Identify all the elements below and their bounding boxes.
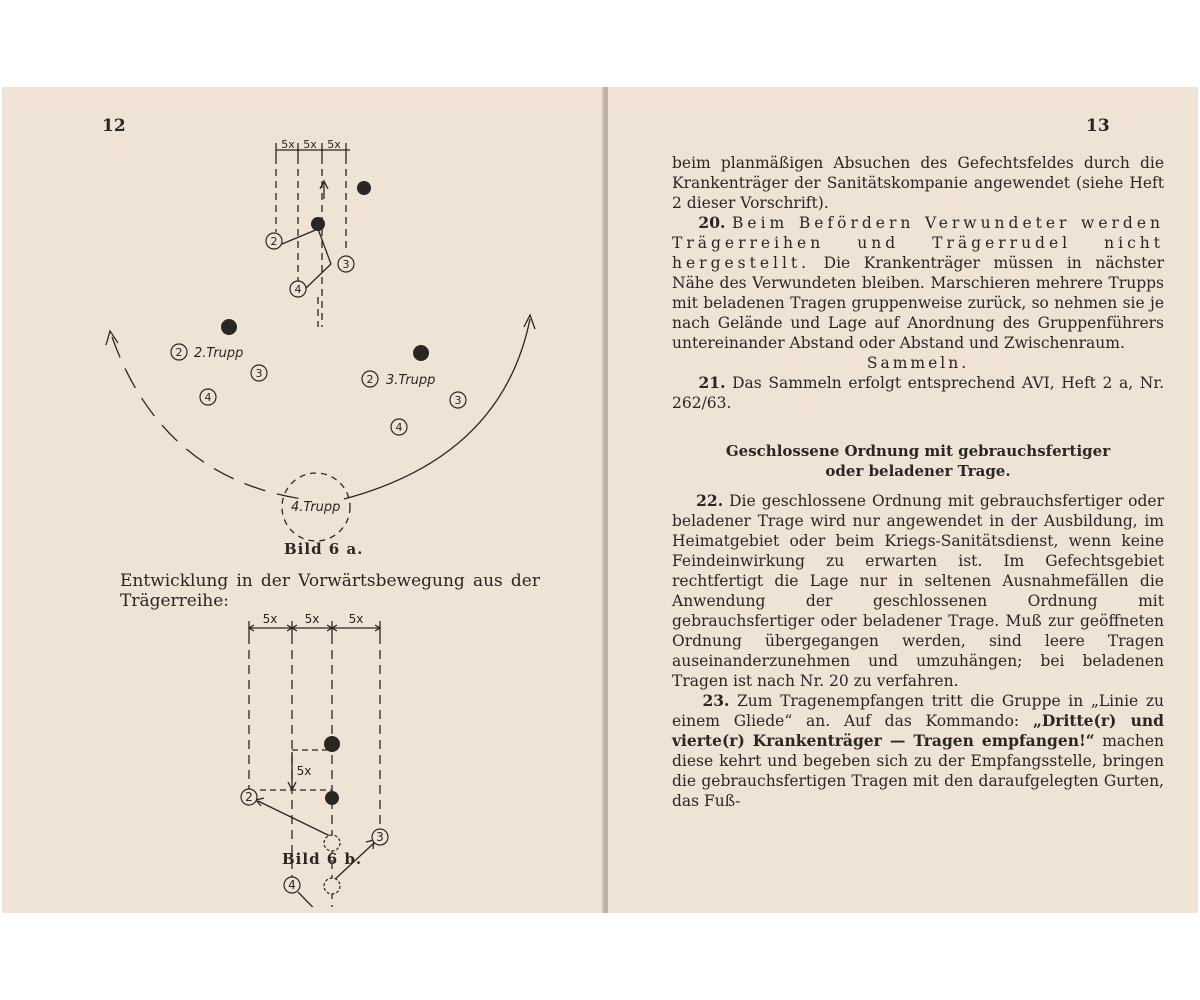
fig6a-spacing-3: 5x [327,138,341,151]
paragraph-23-command: „Dritte(r) und vierte(r) Krankenträger — Tragen empfangen!“ [672,711,1164,750]
heading-line-1: Geschlossene Ordnung mit gebrauchsfertiger [725,442,1111,460]
fig6a-spacing-1: 5x [281,138,295,151]
left-page [2,87,605,913]
paragraph-20 [672,213,1164,353]
marker-label: 2 [245,790,253,804]
fig6b-spacing-3: 5x [348,612,364,626]
paragraph-23-body-1: Zum Tragenempfangen tritt die Gruppe in „Linie zu einem Gliede“ an. Auf das Kommando: [672,692,1164,730]
paragraph-20-title: Beim Befördern Verwundeter werden Trägerreihen und Trägerrudel nicht hergestellt. [672,214,1164,272]
paragraph-number: 22. [696,491,724,510]
marker-label: 3 [376,830,384,844]
marker-label: 2 [175,346,183,359]
marker-label: 4 [288,878,296,892]
paragraph-21 [672,373,1164,413]
paragraph-21-body: Das Sammeln erfolgt entsprechend AVI, Heft 2 a, Nr. 262/63. [672,374,1165,412]
figure-6b-caption: Bild 6 b. [282,850,363,868]
label-3-trupp: 3.Trupp [386,373,436,388]
paragraph-number: 21. [698,373,726,392]
paragraph-23 [672,691,1164,811]
section-sammeln: Sammeln. [866,354,970,372]
left-page-text: Entwicklung in der Vorwärtsbewegung aus der Trägerreihe: [120,571,540,611]
fig6a-spacing-2: 5x [303,138,317,151]
paragraph-number: 23. [702,691,730,710]
section-heading [672,441,1164,481]
right-page [608,87,1198,913]
right-page-text [672,153,1164,811]
marker-label: 2 [270,235,278,248]
marker-label: 3 [454,394,462,407]
open-book [2,87,1198,913]
label-2-trupp: 2.Trupp [194,346,244,361]
paragraph-number: 20. [698,213,726,232]
page-number-left: 12 [102,116,126,136]
marker-label: 2 [366,373,374,386]
marker-label: 4 [395,421,403,434]
paragraph-22-body: Die geschlossene Ordnung mit gebrauchsfertiger oder beladener Trage wird nur angewendet in der Ausbildung, im Heimatgebiet oder beim Kriegs-Sanitätsdienst, wenn keine Feindeinwirkung zu erwarten ist. Im Gefechtsgebiet rechtfertigt die Lage nur in seltenen Ausnahmefällen die Anwendung der geschlossenen Ordnung mit gebrauchsfertiger oder beladener Trage. Muß zur geöffneten Ordnung übergegangen werden, sind leere Tragen auseinanderzunehmen und umzuhängen; bei beladenen Tragen ist nach Nr. 20 zu verfahren. [672,492,1164,690]
figure-6a-caption: Bild 6 a. [284,540,364,558]
heading-line-2: oder beladener Trage. [825,462,1011,480]
marker-label: 4 [204,391,212,404]
paragraph-23-body-2: machen diese kehrt und begeben sich zu der Empfangsstelle, bringen die gebrauchsfertigen Tragen mit den daraufgelegten Gurten, das Fuß- [672,732,1164,810]
marker-label: 3 [255,367,263,380]
fig6b-spacing-1: 5x [262,612,278,626]
figure-6a-diagram [2,87,605,557]
paragraph-20-body: Die Krankenträger müssen in nächster Nähe des Verwundeten bleiben. Marschieren mehrere Trupps mit beladenen Tragen gruppenweise zurück, so nehmen sie je nach Gelände und Lage auf Anordnung des Gruppenführers untereinander Abstand oder Abstand und Zwischenraum. [672,254,1164,352]
fig6b-vertical-spacing: 5x [296,764,312,778]
page-number-right: 13 [1086,116,1110,136]
paragraph-22 [672,491,1164,691]
marker-label: 4 [294,283,302,296]
marker-label: 3 [342,258,350,271]
label-4-trupp: 4.Trupp [291,500,341,515]
fig6b-spacing-2: 5x [304,612,320,626]
paragraph-intro: beim planmäßigen Absuchen des Gefechtsfeldes durch die Krankenträger der Sanitätskompanie angewendet (siehe Heft 2 dieser Vorschrift). [672,154,1164,212]
